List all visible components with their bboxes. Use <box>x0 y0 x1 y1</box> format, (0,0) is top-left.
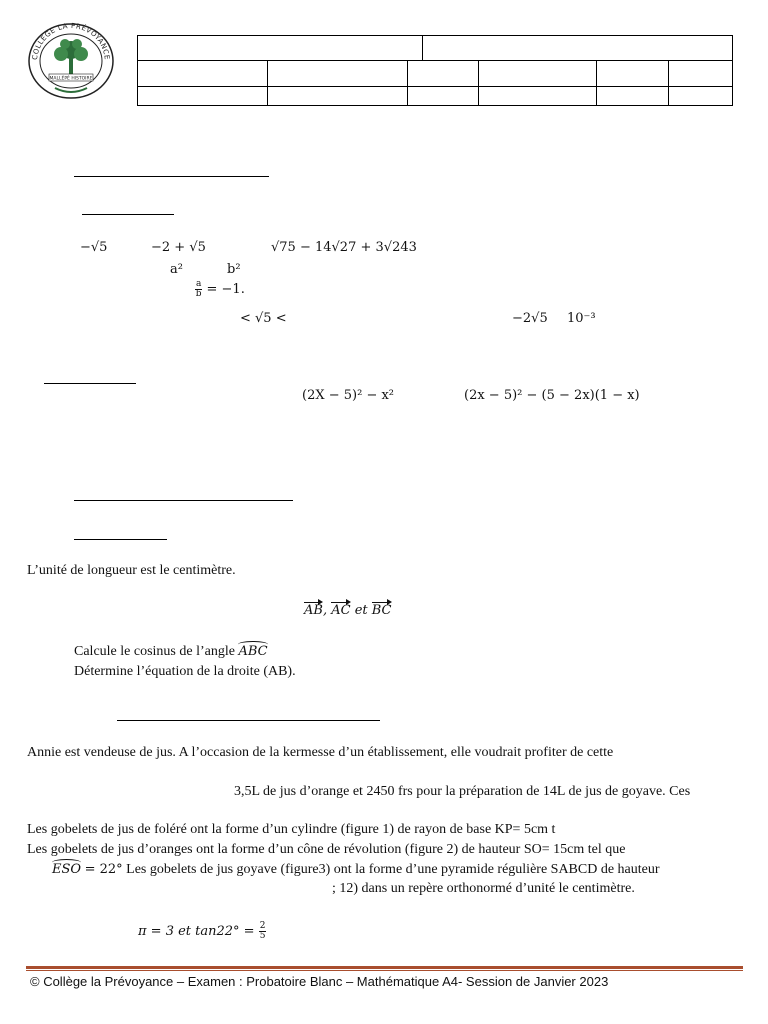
question-line-equation: Détermine l’équation de la droite (AB). <box>74 664 296 679</box>
math-fraction-equation <box>195 280 245 299</box>
math-expression-3: √75 − 14√27 + 3√243 <box>271 240 417 255</box>
math-expression-2: −2 + √5 <box>151 240 206 255</box>
logo-bottom-text: MALLÉPÉ HISTOIRE <box>49 76 93 82</box>
footer-rule <box>26 966 743 969</box>
unit-statement: L’unité de longueur est le centimètre. <box>27 563 236 578</box>
heading-underline <box>117 720 380 721</box>
fraction-a-over-b: $\frac{a}{b}$ <box>195 279 202 299</box>
problem-pyramid <box>52 862 660 878</box>
heading-underline <box>74 176 269 177</box>
school-logo <box>27 22 115 100</box>
subheading-underline <box>74 539 167 540</box>
math-expression-f: (2x − 5)² − (5 − 2x)(1 − x) <box>464 388 640 403</box>
fraction-two-fifths: $\frac{2}{5}$ <box>259 921 266 941</box>
problem-cylinder: Les gobelets de jus de foléré ont la forme d’un cylindre (figure 1) de rayon de base KP= 5cm t <box>27 822 556 837</box>
vectors-conjunction: et <box>354 603 368 618</box>
question-cosine <box>74 644 268 660</box>
problem-intro: Annie est vendeuse de jus. A l’occasion de la kermesse d’un établissement, elle voudrait profiter de cette <box>27 745 614 760</box>
math-neg-2sqrt5: −2√5 <box>512 311 548 326</box>
math-inequality: < √5 < <box>240 311 287 326</box>
logo-top-text: COLLÈGE LA PRÉVOYANCE <box>30 22 111 61</box>
angle-eso: ESO <box>52 862 82 877</box>
given-values-text: π = 3 et tan22° = <box>138 924 259 939</box>
vector-ac: AC <box>331 603 351 618</box>
math-ten-power: 10⁻³ <box>567 311 596 326</box>
footer-text: © Collège la Prévoyance – Examen : Probatoire Blanc – Mathématique A4- Session de Janvier 2023 <box>30 974 609 989</box>
problem-purchase: 3,5L de jus d’orange et 2450 frs pour la préparation de 14L de jus de goyave. Ces <box>234 784 691 799</box>
problem-pyramid-text: Les gobelets de jus goyave (figure3) ont la forme d’une pyramide régulière SABCD de hauteur <box>122 862 660 877</box>
problem-cone: Les gobelets de jus d’oranges ont la forme d’un cône de révolution (figure 2) de hauteur SO= 15cm tel que <box>27 842 626 857</box>
math-b-squared: b² <box>227 262 241 277</box>
subheading-underline <box>44 383 136 384</box>
problem-coordinates: ; 12) dans un repère orthonormé d’unité le centimètre. <box>332 881 635 896</box>
vector-ab: AB <box>304 603 323 618</box>
vectors-expression: AB, AC et BC <box>304 603 392 618</box>
angle-abc: ABC <box>238 644 268 659</box>
angle-eso-value: = 22° <box>84 862 123 877</box>
heading-underline <box>74 500 293 501</box>
vector-bc: BC <box>371 603 392 618</box>
fraction-equation-rhs: = −1. <box>206 282 245 297</box>
footer-rule-thin <box>26 970 743 971</box>
math-a-squared: a² <box>170 262 183 277</box>
math-expression-e: (2X − 5)² − x² <box>302 388 395 403</box>
given-values <box>138 922 266 941</box>
math-neg-sqrt5: −√5 <box>80 240 108 255</box>
question-cosine-text: Calcule le cosinus de l’angle <box>74 644 239 659</box>
subheading-underline <box>82 214 174 215</box>
